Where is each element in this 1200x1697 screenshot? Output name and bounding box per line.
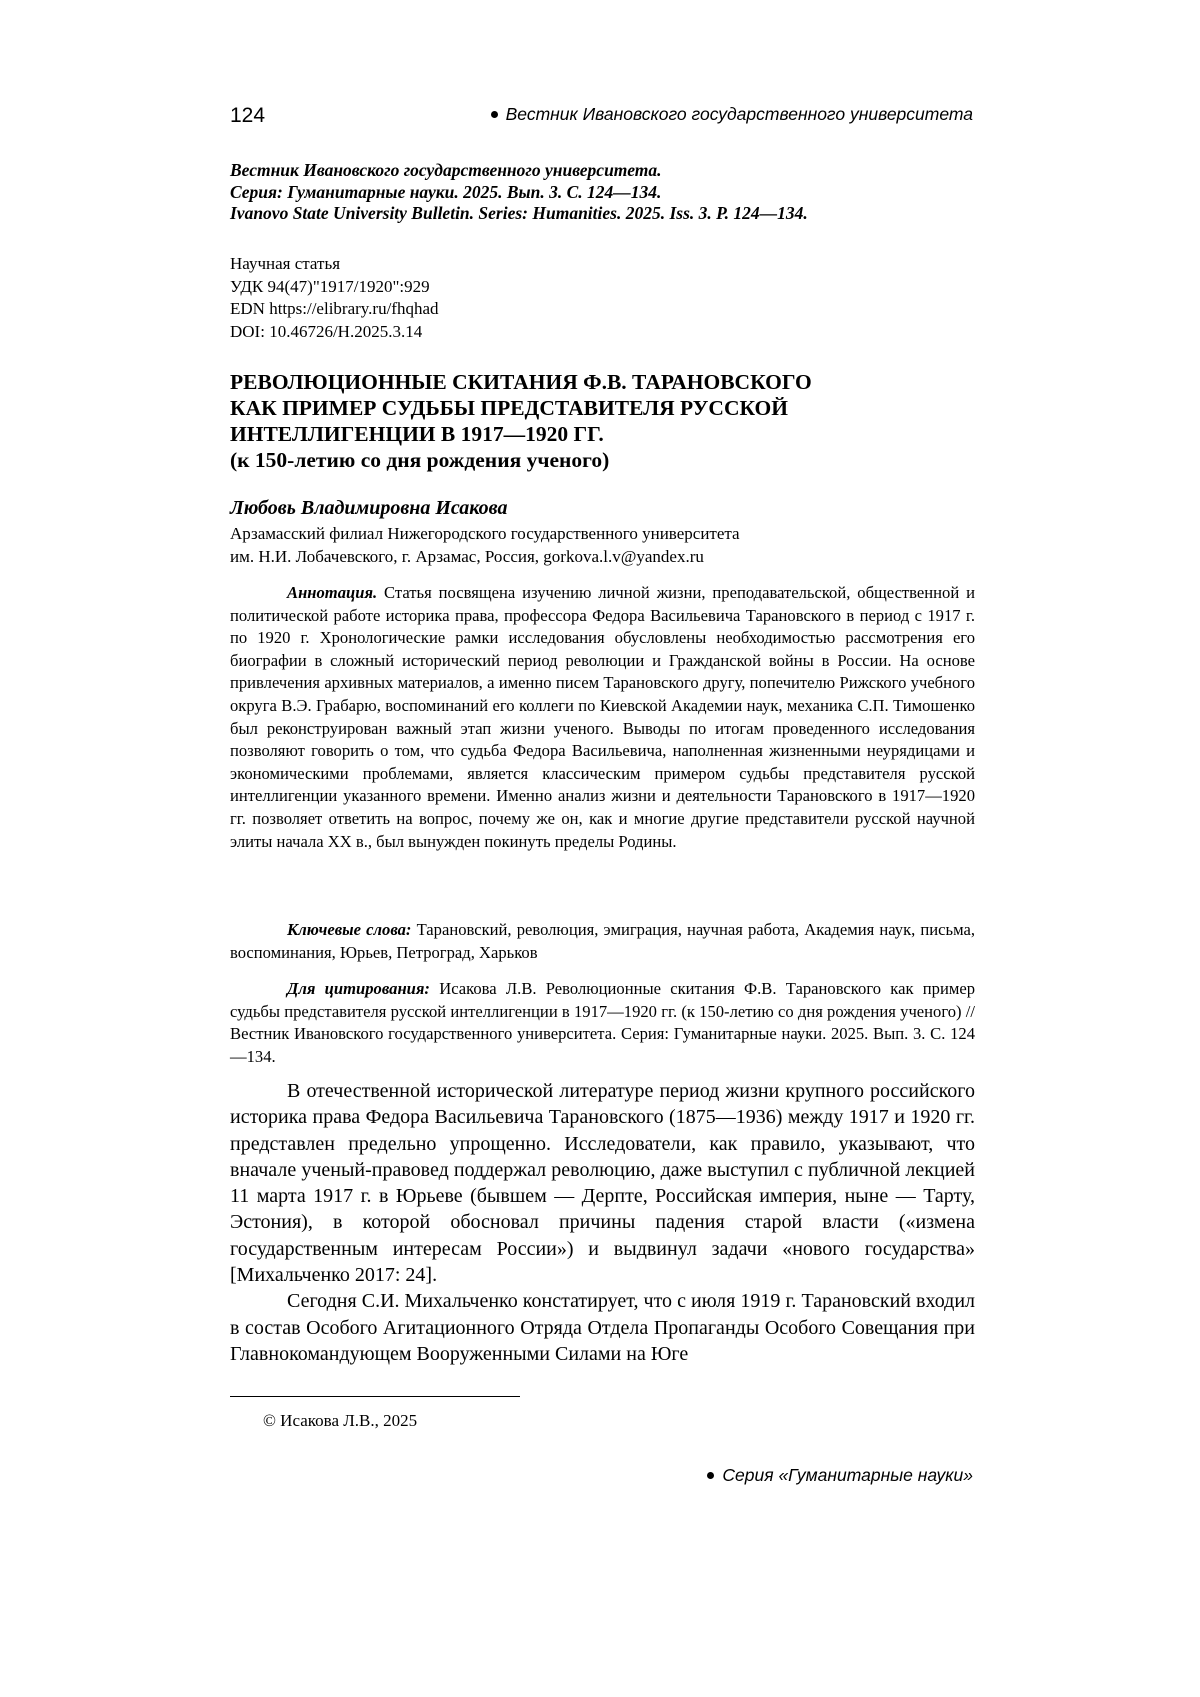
keywords-text: Тарановский, революция, эмиграция, научная работа, Академия наук, письма, воспоминания, Юрьев, Петроград, Харьков xyxy=(230,920,975,962)
doi[interactable]: DOI: 10.46726/H.2025.3.14 xyxy=(230,321,975,344)
abstract-text: Статья посвящена изучению личной жизни, преподавательской, общественной и политической работе историка права, профессора Федора Васильевича Тарановского в период с 1917 г. по 1920 г. Хронологические рамки исследования обусловлены необходимостью рассмотрения его биографии в сложный исторический период революции и Гражданской войны в России. На основе привлечения архивных материалов, а именно писем Тарановского другу, попечителю Рижского учебного округа В.Э. Грабарю, воспоминаний его коллеги по Киевской Академии наук, механика С.П. Тимошенко был реконструирован важный этап жизни ученого. Выводы по итогам проведенного исследования позволяют говорить о том, что судьба Федора Васильевича, наполненная жизненными неурядицами и экономическими проблемами, является классическим примером судьбы представителя русской интеллигенции указанного времени. Именно анализ жизни и деятельности Тарановского в 1917—1920 гг. позволяет ответить на вопрос, почему же он, как и многие другие представители русской научной элиты начала XX в., был вынужден покинуть пределы Родины. xyxy=(230,583,975,851)
author-affiliation xyxy=(230,522,975,568)
copyright-note: © Исакова Л.В., 2025 xyxy=(263,1411,417,1431)
edn-link[interactable]: EDN https://elibrary.ru/fhqhad xyxy=(230,298,975,321)
running-header-journal-text: Вестник Ивановского государственного университета xyxy=(506,104,973,124)
affiliation-line: им. Н.И. Лобачевского, г. Арзамас, Россия, gorkova.l.v@yandex.ru xyxy=(230,545,975,568)
body-paragraph: Сегодня С.И. Михальченко констатирует, что с июля 1919 г. Тарановский входил в состав Особого Агитационного Отряда Отдела Пропаганды Особого Совещания при Главнокомандующем Вооруженными Силами на Юге xyxy=(230,1288,975,1367)
citation-info-line: Вестник Ивановского государственного университета. xyxy=(230,160,975,182)
keywords xyxy=(230,919,975,964)
bullet-icon xyxy=(491,111,498,118)
body-paragraph: В отечественной исторической литературе период жизни крупного российского историка права Федора Васильевича Тарановского (1875—1936) между 1917 и 1920 гг. представлен предельно упрощенно. Исследователи, как правило, указывают, что вначале ученый-правовед поддержал революцию, даже выступил с публичной лекцией 11 марта 1917 г. в Юрьеве (бывшем — Дерпте, Российская империя, ныне — Тарту, Эстония), в которой обосновал причины падения старой власти («измена государственным интересам России») и выдвинул задачи «нового государства» [Михальченко 2017: 24]. xyxy=(230,1078,975,1288)
citation-info-line: Ivanovo State University Bulletin. Series: Humanities. 2025. Iss. 3. P. 124—134. xyxy=(230,203,975,225)
article-title xyxy=(230,369,975,473)
udc-code: УДК 94(47)"1917/1920":929 xyxy=(230,276,975,299)
article-meta xyxy=(230,253,975,343)
running-header xyxy=(230,100,973,132)
cite-as-label: Для цитирования: xyxy=(287,979,430,998)
article-type: Научная статья xyxy=(230,253,975,276)
footnote-divider xyxy=(230,1396,520,1397)
running-header-journal xyxy=(491,104,973,125)
citation-info xyxy=(230,160,975,225)
title-subtitle: (к 150-летию со дня рождения ученого) xyxy=(230,447,975,473)
title-line: ИНТЕЛЛИГЕНЦИИ В 1917—1920 ГГ. xyxy=(230,421,975,447)
title-line: КАК ПРИМЕР СУДЬБЫ ПРЕДСТАВИТЕЛЯ РУССКОЙ xyxy=(230,395,975,421)
affiliation-line: Арзамасский филиал Нижегородского государственного университета xyxy=(230,522,975,545)
citation-info-line: Серия: Гуманитарные науки. 2025. Вып. 3. С. 124—134. xyxy=(230,182,975,204)
abstract xyxy=(230,582,975,853)
running-footer-series: Серия «Гуманитарные науки» xyxy=(722,1465,973,1485)
page-number: 124 xyxy=(230,104,265,128)
journal-page xyxy=(0,0,1200,1697)
running-footer xyxy=(707,1465,973,1486)
body-text xyxy=(230,1078,975,1367)
keywords-label: Ключевые слова: xyxy=(287,920,411,939)
bullet-icon xyxy=(707,1472,714,1479)
abstract-label: Аннотация. xyxy=(287,583,377,602)
cite-as xyxy=(230,978,975,1068)
cite-as-text: Исакова Л.В. Революционные скитания Ф.В. Тарановского как пример судьбы представителя русской интеллигенции в 1917—1920 гг. (к 150-летию со дня рождения ученого) // Вестник Ивановского государственного университета. Серия: Гуманитарные науки. 2025. Вып. 3. С. 124—134. xyxy=(230,979,975,1066)
title-line: РЕВОЛЮЦИОННЫЕ СКИТАНИЯ Ф.В. ТАРАНОВСКОГО xyxy=(230,369,975,395)
author-name: Любовь Владимировна Исакова xyxy=(230,497,975,520)
